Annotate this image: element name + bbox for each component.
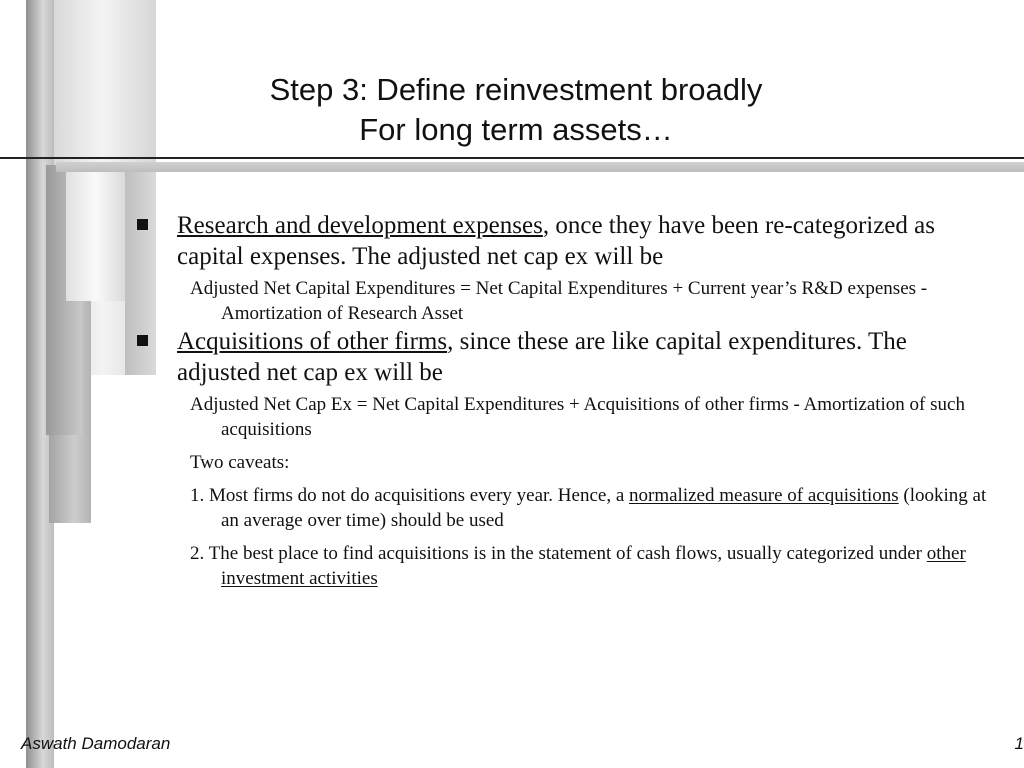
- bullet-acq-text: , since these are like capital expenditures. The adjusted net cap ex will be: [177, 328, 907, 386]
- bullet-rnd-underlined: Research and development expenses: [177, 212, 543, 239]
- caveat-2-underlined: other investment activities: [221, 543, 966, 589]
- footer-page-number: 1: [1014, 734, 1024, 753]
- square-bullet-icon: [137, 219, 148, 230]
- caveat-1: [134, 483, 994, 533]
- bullet-item-acquisitions: [134, 326, 994, 388]
- square-bullet-icon: [137, 335, 148, 346]
- caveat-1-text-end: (looking at an average over time) should be used: [221, 485, 987, 531]
- slide-title: [200, 70, 832, 150]
- caveat-1-underlined: normalized measure of acquisitions: [629, 485, 899, 506]
- caveat-1-text: 1. Most firms do not do acquisitions every year. Hence, a: [190, 485, 630, 506]
- slide-title-line2: For long term assets…: [359, 112, 673, 147]
- title-divider: [0, 157, 1024, 159]
- caveat-2-text: 2. The best place to find acquisitions is in the statement of cash flows, usually categorized under: [190, 543, 927, 564]
- footer-author: Aswath Damodaran: [21, 734, 171, 753]
- title-divider-shade: [56, 162, 1024, 172]
- bullet-item-rnd: [134, 210, 994, 272]
- slide-title-line1: Step 3: Define reinvestment broadly: [269, 72, 763, 107]
- bullet-acq-underlined: Acquisitions of other firms: [177, 328, 448, 355]
- formula-acquisitions: Adjusted Net Cap Ex = Net Capital Expenditures + Acquisitions of other firms - Amortization of such acquisitions: [190, 394, 965, 440]
- bullet-rnd-text: , once they have been re-categorized as capital expenses. The adjusted net cap ex will be: [177, 212, 935, 270]
- caveat-2: [134, 541, 994, 591]
- decor-bar: [66, 172, 126, 301]
- slide-body: [134, 210, 994, 591]
- formula-rnd: Adjusted Net Capital Expenditures = Net Capital Expenditures + Current year’s R&D expenses - Amortization of Research Asset: [190, 278, 928, 324]
- caveats-heading: Two caveats:: [190, 452, 290, 473]
